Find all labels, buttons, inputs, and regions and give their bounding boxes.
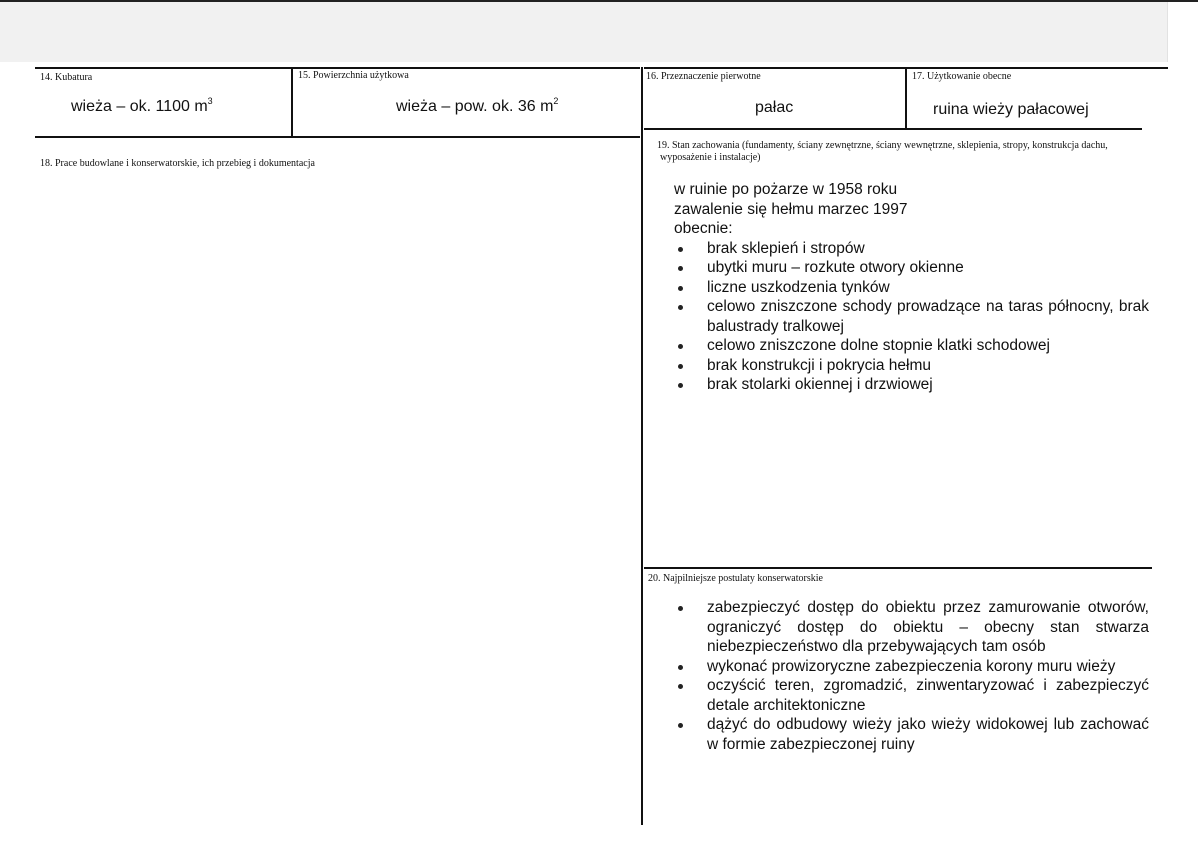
vrule-center — [641, 67, 643, 825]
bullet-icon — [678, 344, 683, 349]
list-item: oczyścić teren, zgromadzić, zinwentaryzować i zabezpieczyć detale architektoniczne — [674, 676, 1149, 715]
bullet-icon — [678, 247, 683, 252]
field-19-line: obecnie: — [674, 220, 733, 237]
field-19-line: zawalenie się hełmu marzec 1997 — [674, 200, 908, 218]
field-19-content — [674, 180, 1149, 395]
bullet-icon — [678, 266, 683, 271]
field-14-value: wieża – ok. 1100 $m^3$ — [71, 96, 213, 115]
field-17-label: 17. Użytkowanie obecne — [912, 71, 1012, 82]
field-16-label: 16. Przeznaczenie pierwotne — [646, 71, 761, 82]
list-item: zabezpieczyć dostęp do obiektu przez zamurowanie otworów, ograniczyć dostęp do obiektu – obecny stan stwarza niebezpieczeństwo dla przebywających tam osób — [674, 598, 1149, 657]
bullet-icon — [678, 305, 683, 310]
list-item: celowo zniszczone dolne stopnie klatki schodowej — [674, 336, 1149, 356]
rule-20-top — [644, 567, 1152, 569]
field-17-value: ruina wieży pałacowej — [933, 101, 1089, 118]
bullet-icon — [678, 364, 683, 369]
rule-mid-right — [644, 128, 1142, 130]
list-item: brak konstrukcji i pokrycia hełmu — [674, 356, 1149, 376]
scan-top-band — [0, 0, 1198, 62]
list-item: liczne uszkodzenia tynków — [674, 278, 1149, 298]
scan-edge-tab — [1167, 2, 1198, 62]
field-15-label: 15. Powierzchnia użytkowa — [298, 70, 409, 81]
field-20-content — [674, 598, 1149, 754]
list-item: celowo zniszczone schody prowadzące na taras północny, brak balustrady tralkowej — [674, 297, 1149, 336]
field-14-sup: 3 — [207, 96, 213, 106]
bullet-icon — [678, 383, 683, 388]
field-15-value: wieża – pow. ok. 36 $m^2$ — [396, 96, 559, 115]
rule-top-left — [35, 67, 640, 69]
list-item: ubytki muru – rozkute otwory okienne — [674, 258, 1149, 278]
list-item: brak stolarki okiennej i drzwiowej — [674, 375, 1149, 395]
bullet-icon — [678, 723, 683, 728]
vrule-16-17 — [905, 67, 907, 130]
field-19-list — [674, 239, 1149, 395]
field-14-label: 14. Kubatura — [40, 72, 93, 83]
list-item: dążyć do odbudowy wieży jako wieży widokowej lub zachować w formie zabezpieczonej ruiny — [674, 715, 1149, 754]
list-item: brak sklepień i stropów — [674, 239, 1149, 259]
field-20-list — [674, 598, 1149, 754]
field-15-sup: 2 — [553, 96, 559, 106]
field-18-label: 18. Prace budowlane i konserwatorskie, ich przebieg i dokumentacja — [40, 158, 315, 169]
bullet-icon — [678, 606, 683, 611]
list-item: wykonać prowizoryczne zabezpieczenia korony muru wieży — [674, 657, 1149, 677]
field-19-line: w ruinie po pożarze w 1958 roku — [674, 181, 898, 198]
rule-mid-left — [35, 136, 640, 138]
field-16-value: pałac — [755, 99, 794, 116]
field-19-label: 19. Stan zachowania (fundamenty, ściany zewnętrzne, ściany wewnętrzne, sklepienia, stropy, konstrukcja dachu, wyposażenie i instalacje) — [657, 140, 1108, 163]
bullet-icon — [678, 286, 683, 291]
bullet-icon — [678, 684, 683, 689]
vrule-14-15 — [291, 67, 293, 138]
bullet-icon — [678, 665, 683, 670]
field-20-label: 20. Najpilniejsze postulaty konserwatorskie — [648, 573, 823, 584]
